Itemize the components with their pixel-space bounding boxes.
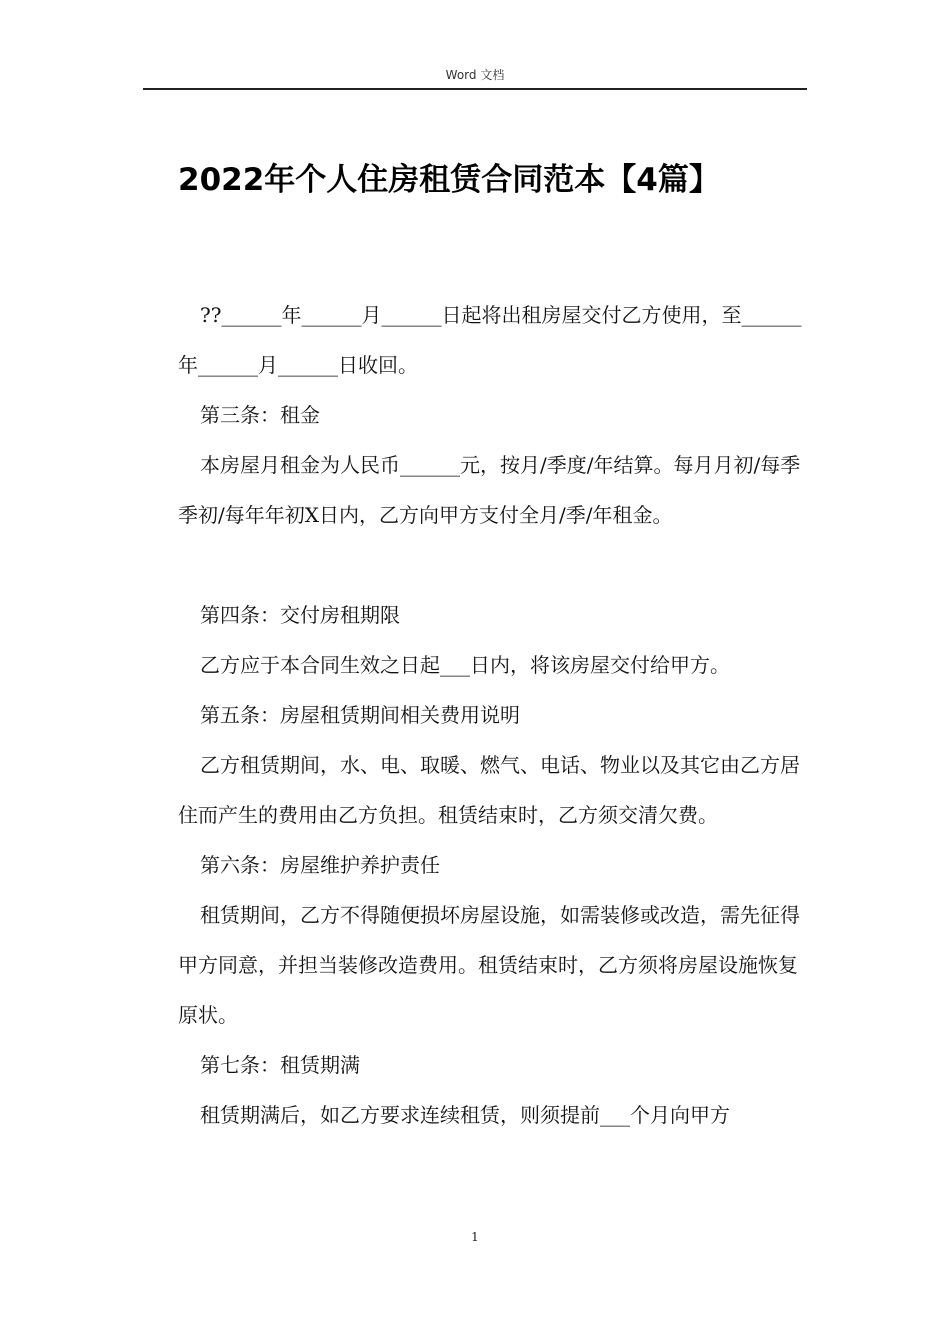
- paragraph-delivery: 乙方应于本合同生效之日起___日内，将该房屋交付给甲方。: [200, 653, 730, 677]
- header-text: Word 文档: [445, 68, 505, 82]
- heading-article-4: 第四条：交付房租期限: [200, 603, 400, 627]
- document-title: 2022年个人住房租赁合同范本【4篇】: [178, 162, 720, 198]
- paragraph-start-date: ??______年______月______日起将出租房屋交付乙方使用，至______年______月______日收回。: [178, 303, 802, 377]
- page-header: [143, 64, 807, 90]
- heading-article-5: 第五条：房屋租赁期间相关费用说明: [200, 703, 520, 727]
- paragraph-lease-end: 租赁期满后，如乙方要求连续租赁，则须提前___个月向甲方: [200, 1103, 730, 1127]
- paragraph-maintenance: 租赁期间，乙方不得随便损坏房屋设施，如需装修或改造，需先征得甲方同意，并担当装修改造费用。租赁结束时，乙方须将房屋设施恢复原状。: [178, 903, 800, 1027]
- heading-article-6: 第六条：房屋维护养护责任: [200, 853, 440, 877]
- document-body: [178, 290, 808, 1140]
- heading-article-3: 第三条：租金: [200, 403, 320, 427]
- paragraph-rent: 本房屋月租金为人民币______元，按月/季度/年结算。每月月初/每季季初/每年年初X日内，乙方向甲方支付全月/季/年租金。: [178, 453, 801, 527]
- paragraph-fees: 乙方租赁期间，水、电、取暖、燃气、电话、物业以及其它由乙方居住而产生的费用由乙方负担。租赁结束时，乙方须交清欠费。: [178, 753, 800, 827]
- heading-article-7: 第七条：租赁期满: [200, 1053, 360, 1077]
- page-number: 1: [471, 1230, 479, 1244]
